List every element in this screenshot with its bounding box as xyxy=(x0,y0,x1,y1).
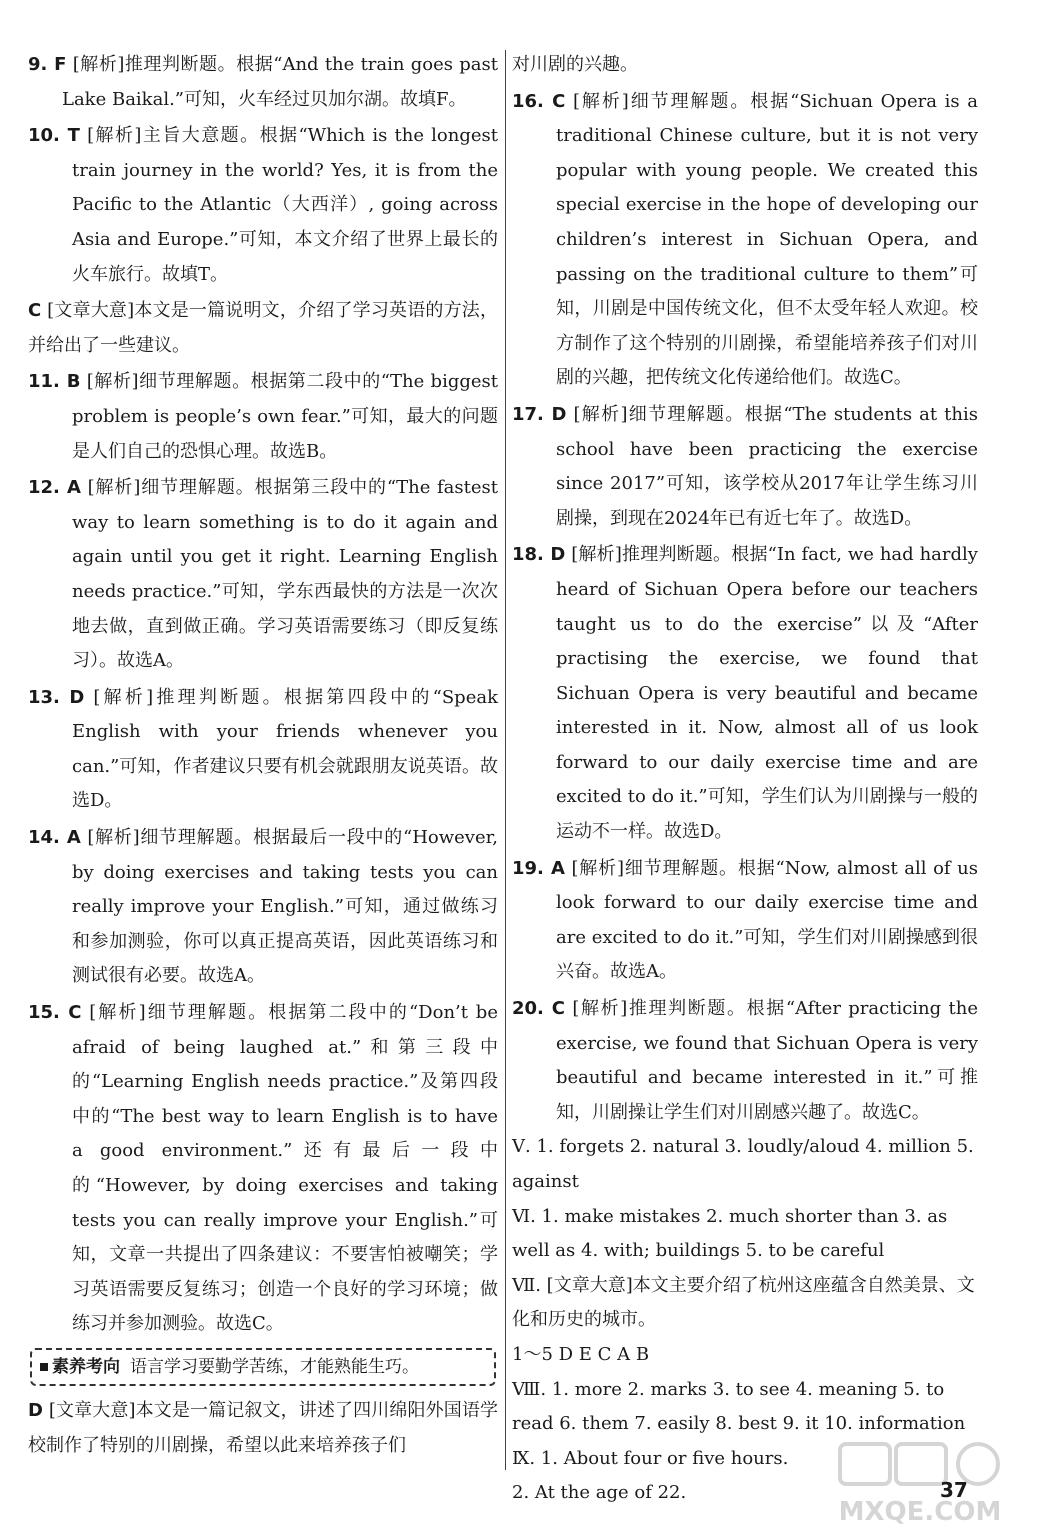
answer-entry-16 xyxy=(512,85,978,396)
answer-entry-12 xyxy=(28,471,498,679)
question-number: 10. T xyxy=(28,125,80,147)
passage-letter: C xyxy=(28,300,42,322)
section-viii-answers: Ⅷ. 1. more 2. marks 3. to see 4. meaning 5. to read 6. them 7. easily 8. best 9. it 10. information xyxy=(512,1378,966,1435)
passage-summary-c xyxy=(28,294,498,363)
summary-text: [文章大意]本文是一篇记叙文，讲述了四川绵阳外国语学校制作了特别的川剧操，希望以此来培养孩子们 xyxy=(28,1399,498,1456)
right-column xyxy=(512,48,978,1511)
explanation-text: [解析]推理判断题。根据“And the train goes past Lake Baikal.”可知，火车经过贝加尔湖。故填F。 xyxy=(62,54,498,110)
answer-entry-19 xyxy=(512,852,978,990)
explanation-text: [解析]细节理解题。根据“Now, almost all of us look forward to our daily exercise time and are excited to do it.”可知，学生们对川剧操感到很兴奋。故选A。 xyxy=(556,857,978,983)
answer-entry-17 xyxy=(512,398,978,536)
page-number: 37 xyxy=(940,1478,968,1502)
explanation-text: [解析]细节理解题。根据“The students at this school have been practicing the exercise since 2017”可知，该学校从2017年让学生练习川剧操，到现在2024年已有近七年了。故选D。 xyxy=(556,403,978,529)
watermark-logo xyxy=(820,1440,1020,1530)
tip-label: 素养考向 xyxy=(52,1356,120,1377)
square-bullet-icon xyxy=(40,1363,48,1371)
question-number: 20. C xyxy=(512,998,565,1020)
explanation-text: [解析]细节理解题。根据第二段中的“Don’t be afraid of being laughed at.”和第三段中的“Learning English needs practice.”及第四段中的“The best way to learn English is to have a good environment.”还有最后一段中的“However, by doing exercises and taking tests you can really improve your English.”可知，文章一共提出了四条建议：不要害怕被嘲笑；学习英语需要反复练习；创造一个良好的学习环境；做练习并参加测验。故选C。 xyxy=(72,1002,498,1335)
continued-text: 对川剧的兴趣。 xyxy=(512,54,638,75)
question-number: 12. A xyxy=(28,477,81,499)
section-v-answers: Ⅴ. 1. forgets 2. natural 3. loudly/aloud 4. million 5. against xyxy=(512,1136,974,1192)
section-ix-answer-1: Ⅸ. 1. About four or five hours. xyxy=(512,1447,789,1469)
summary-text: [文章大意]本文是一篇说明文，介绍了学习英语的方法，并给出了一些建议。 xyxy=(28,300,498,356)
explanation-text: [解析]推理判断题。根据第四段中的“Speak English with your friends whenever you can.”可知，作者建议只要有机会就跟朋友说英语。故选D。 xyxy=(72,686,498,812)
question-number: 13. D xyxy=(28,686,85,708)
answer-entry-14 xyxy=(28,821,498,994)
explanation-text: [解析]主旨大意题。根据“Which is the longest train journey in the world? Yes, it is from the Pacific to the Atlantic（大西洋）, going across Asia and Europe.”可知，本文介绍了世界上最长的火车旅行。故填T。 xyxy=(72,125,498,285)
watermark-text: MXQE.COM xyxy=(838,1497,1002,1527)
left-column xyxy=(28,48,498,1463)
passage-summary-d xyxy=(28,1394,498,1463)
question-number: 18. D xyxy=(512,544,566,566)
explanation-text: [解析]细节理解题。根据第二段中的“The biggest problem is people’s own fear.”可知，最大的问题是人们自己的恐惧心理。故选B。 xyxy=(72,371,498,462)
explanation-text: [解析]推理判断题。根据“In fact, we had hardly heard of Sichuan Opera before our teachers taught us to do the exercise”以及“After practising the exercise, we found that Sichuan Opera is very beautiful and became interested in it. Now, almost all of us look forward to our daily exercise time and are excited to do it.”可知，学生们认为川剧操与一般的运动不一样。故选D。 xyxy=(556,544,978,843)
answer-entry-10 xyxy=(28,119,498,292)
question-number: 14. A xyxy=(28,827,81,849)
explanation-text: [解析]细节理解题。根据第三段中的“The fastest way to learn something is to do it again and again until you get it right. Learning English needs practice.”可知，学东西最快的方法是一次次地去做，直到做正确。学习英语需要练习（即反复练习）。故选A。 xyxy=(72,477,498,672)
section-ix-answer-2: 2. At the age of 22. xyxy=(512,1482,687,1504)
literacy-tip-box xyxy=(30,1348,496,1386)
explanation-text: [解析]细节理解题。根据“Sichuan Opera is a traditional Chinese culture, but it is not very popular with young people. We created this special exercise in the hope of developing our children’s interest in Sichuan Opera, and passing on the traditional culture to them”可知，川剧是中国传统文化，但不太受年轻人欢迎。校方制作了这个特别的川剧操，希望能培养孩子们对川剧的兴趣，把传统文化传递给他们。故选C。 xyxy=(556,90,978,389)
answer-entry-9 xyxy=(28,48,498,117)
explanation-text: [解析]细节理解题。根据最后一段中的“However, by doing exercises and taking tests you can really improve your English.”可知，通过做练习和参加测验，你可以真正提高英语，因此英语练习和测试很有必要。故选A。 xyxy=(72,827,498,987)
question-number: 11. B xyxy=(28,371,81,393)
passage-letter: D xyxy=(28,1399,43,1421)
section-vi-answers: Ⅵ. 1. make mistakes 2. much shorter than 3. as well as 4. with; buildings 5. to be careful xyxy=(512,1205,948,1262)
explanation-text: [解析]推理判断题。根据“After practicing the exercise, we found that Sichuan Opera is very beautiful and became interested in it.”可推知，川剧操让学生们对川剧感兴趣了。故选C。 xyxy=(556,998,978,1123)
column-divider xyxy=(505,50,506,1470)
answer-entry-11 xyxy=(28,365,498,469)
answer-entry-15 xyxy=(28,996,498,1342)
answer-entry-18 xyxy=(512,538,978,849)
question-number: 19. A xyxy=(512,857,565,879)
question-number: 16. C xyxy=(512,90,566,112)
question-number: 9. F xyxy=(28,54,67,75)
section-vii-summary: Ⅶ. [文章大意]本文主要介绍了杭州这座蕴含自然美景、文化和历史的城市。 xyxy=(512,1274,975,1331)
question-number: 17. D xyxy=(512,403,567,425)
answer-entry-20 xyxy=(512,992,978,1130)
question-number: 15. C xyxy=(28,1002,82,1024)
tip-text: 语言学习要勤学苦练，才能熟能生巧。 xyxy=(130,1356,419,1377)
answer-entry-13 xyxy=(28,681,498,819)
section-vii-answers: 1～5 D E C A B xyxy=(512,1343,650,1365)
